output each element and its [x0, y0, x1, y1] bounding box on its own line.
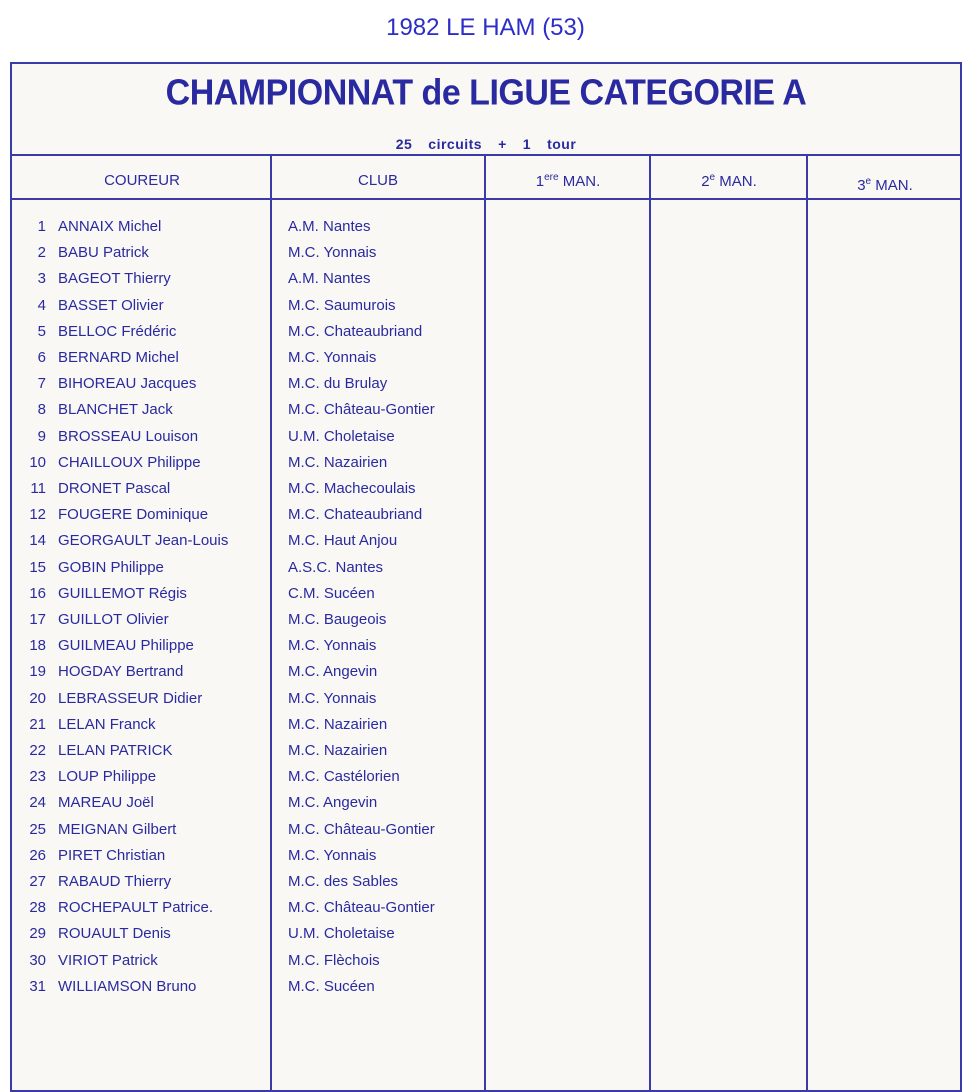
table-row [12, 532, 960, 558]
rider-club: M.C. Angevin [288, 663, 378, 681]
sheet-title: CHAMPIONNAT de LIGUE CATEGORIE A [165, 73, 807, 113]
rider-club: M.C. du Brulay [288, 375, 388, 393]
rider-number: 15 [29, 558, 46, 576]
rider-number: 19 [29, 663, 46, 681]
table-row [12, 559, 960, 585]
page-caption: 1982 LE HAM (53) [386, 14, 585, 41]
rider-number: 7 [37, 375, 46, 393]
table-row [12, 978, 960, 1004]
rider-name: ROUAULT Denis [58, 925, 171, 943]
rider-name: VIRIOT Patrick [58, 951, 158, 969]
rider-number: 11 [30, 480, 46, 497]
rider-name: RABAUD Thierry [58, 873, 172, 890]
rider-club: M.C. Nazairien [288, 715, 388, 733]
table-row [12, 506, 960, 532]
rider-club: M.C. Nazairien [288, 453, 388, 471]
rider-club: M.C. Sucéen [288, 977, 375, 995]
rider-number: 20 [29, 689, 46, 707]
rider-name: PIRET Christian [58, 846, 166, 864]
header-club: CLUB [357, 172, 398, 189]
rider-name: BROSSEAU Louison [58, 427, 199, 445]
rider-number: 12 [29, 506, 46, 524]
table-row [12, 218, 960, 244]
rider-number: 26 [29, 846, 46, 864]
rider-number: 30 [29, 951, 46, 969]
rider-name: FOUGERE Dominique [58, 506, 209, 524]
rider-number: 24 [29, 794, 46, 812]
rider-club: M.C. Château-Gontier [288, 899, 435, 917]
table-row [12, 611, 960, 637]
rider-club: A.S.C. Nantes [288, 558, 384, 576]
header-man2-num: 2 [701, 173, 710, 190]
plus-sign: + [498, 136, 507, 152]
rider-number: 10 [29, 453, 46, 471]
header-man1-sup: ere [544, 172, 559, 183]
rider-club: U.M. Choletaise [288, 427, 395, 445]
results-sheet [10, 62, 962, 1092]
rider-name: LOUP Philippe [58, 768, 157, 786]
header-man1 [488, 172, 648, 190]
rider-club: M.C. Chateaubriand [288, 506, 423, 524]
table-row [12, 952, 960, 978]
table-row [12, 323, 960, 349]
rider-club: M.C. Yonnais [288, 349, 377, 366]
header-man2-label: MAN. [719, 173, 757, 190]
rider-club: M.C. Baugeois [288, 611, 387, 628]
header-man3 [810, 176, 960, 194]
header-man2 [653, 172, 805, 190]
rider-club: M.C. Saumurois [288, 296, 396, 314]
divider-header [12, 198, 960, 200]
rider-name: LELAN PATRICK [58, 742, 173, 759]
table-row [12, 847, 960, 873]
rider-number: 16 [29, 584, 46, 602]
circuits-count: 25 [395, 136, 413, 152]
rider-number: 28 [29, 899, 46, 917]
rider-name: GUILMEAU Philippe [58, 637, 194, 655]
rider-number: 8 [37, 401, 46, 419]
rider-name: BAGEOT Thierry [58, 270, 171, 288]
table-row [12, 244, 960, 270]
rider-club: M.C. Yonnais [288, 846, 377, 864]
table-row [12, 794, 960, 820]
rider-club: M.C. Angevin [288, 794, 378, 812]
rider-name: WILLIAMSON Bruno [58, 977, 197, 995]
table-row [12, 297, 960, 323]
rider-name: LELAN Franck [58, 715, 156, 733]
rider-number: 25 [29, 820, 46, 838]
table-row [12, 821, 960, 847]
header-man3-num: 3 [857, 177, 866, 194]
rider-number: 23 [29, 768, 46, 786]
table-row [12, 454, 960, 480]
rider-name: BIHOREAU Jacques [58, 375, 197, 393]
table-row [12, 428, 960, 454]
rider-club: A.M. Nantes [288, 218, 371, 235]
rider-number: 1 [37, 218, 46, 235]
rider-club: M.C. Yonnais [288, 637, 377, 655]
table-row [12, 585, 960, 611]
rider-club: M.C. Flèchois [288, 951, 380, 969]
header-coureur: COUREUR [104, 172, 180, 189]
rider-name: DRONET Pascal [58, 480, 171, 497]
rider-name: BASSET Olivier [58, 296, 164, 314]
header-man2-sup: e [709, 172, 716, 183]
rider-name: MAREAU Joël [58, 794, 154, 812]
table-row [12, 925, 960, 951]
table-row [12, 480, 960, 506]
rider-number: 29 [29, 925, 46, 943]
rider-name: MEIGNAN Gilbert [58, 820, 177, 838]
header-man1-num: 1 [535, 173, 545, 190]
rider-club: M.C. Château-Gontier [288, 820, 435, 838]
rider-name: GEORGAULT Jean-Louis [58, 532, 229, 550]
rider-number: 31 [29, 977, 46, 995]
rider-club: M.C. Machecoulais [288, 480, 416, 497]
table-row [12, 375, 960, 401]
header-man3-label: MAN. [875, 177, 913, 194]
table-row [12, 401, 960, 427]
rider-club: M.C. Yonnais [288, 689, 377, 707]
rider-club: A.M. Nantes [288, 270, 371, 288]
table-row [12, 690, 960, 716]
table-row [12, 270, 960, 296]
rider-name: BELLOC Frédéric [58, 322, 177, 340]
table-row [12, 768, 960, 794]
rider-number: 3 [37, 270, 46, 288]
table-row [12, 899, 960, 925]
rider-number: 17 [29, 611, 46, 628]
divider-title [12, 154, 960, 156]
circuits-label: circuits [428, 136, 483, 152]
rider-number: 22 [29, 742, 46, 759]
rider-number: 9 [37, 427, 46, 445]
table-row [12, 637, 960, 663]
tour-label: tour [547, 136, 577, 152]
rider-number: 21 [29, 715, 46, 733]
race-format [12, 136, 960, 152]
rider-name: GOBIN Philippe [58, 558, 164, 576]
rider-club: C.M. Sucéen [288, 584, 375, 602]
rider-number: 27 [29, 873, 46, 890]
rider-number: 18 [29, 637, 46, 655]
rider-club: M.C. Yonnais [288, 244, 377, 262]
rider-number: 14 [29, 532, 46, 550]
rider-club: M.C. des Sables [288, 873, 399, 890]
rider-name: ROCHEPAULT Patrice. [58, 899, 214, 917]
rider-name: BABU Patrick [58, 244, 149, 262]
rider-number: 4 [37, 296, 46, 314]
rider-name: CHAILLOUX Philippe [58, 453, 201, 471]
table-row [12, 873, 960, 899]
rider-name: HOGDAY Bertrand [58, 663, 184, 681]
tour-count: 1 [522, 136, 532, 152]
rider-name: ANNAIX Michel [58, 218, 162, 235]
table-row [12, 663, 960, 689]
rider-club: M.C. Haut Anjou [288, 532, 398, 550]
rider-name: GUILLEMOT Régis [58, 584, 187, 602]
rider-club: M.C. Chateaubriand [288, 322, 423, 340]
rider-number: 2 [37, 244, 46, 262]
rider-club: U.M. Choletaise [288, 925, 395, 943]
rider-number: 5 [37, 322, 46, 340]
header-man1-label: MAN. [562, 173, 601, 190]
rider-club: M.C. Château-Gontier [288, 401, 435, 419]
rider-name: GUILLOT Olivier [58, 611, 169, 628]
rider-number: 6 [37, 349, 46, 366]
table-row [12, 349, 960, 375]
rider-name: LEBRASSEUR Didier [58, 689, 203, 707]
header-man3-sup: e [865, 176, 872, 187]
table-row [12, 716, 960, 742]
rider-club: M.C. Nazairien [288, 742, 388, 759]
rider-name: BERNARD Michel [58, 349, 179, 366]
table-row [12, 742, 960, 768]
rider-name: BLANCHET Jack [58, 401, 173, 419]
rider-club: M.C. Castélorien [288, 768, 400, 786]
